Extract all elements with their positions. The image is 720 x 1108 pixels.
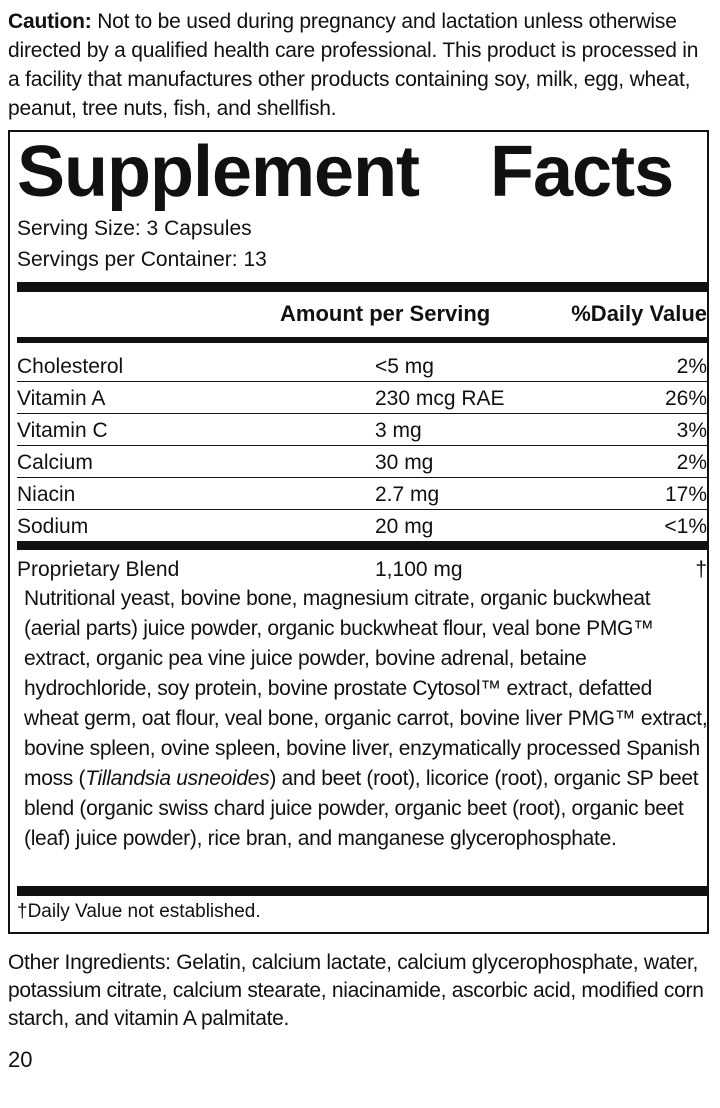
- thick-rule: [17, 541, 707, 550]
- nutrient-name: Vitamin A: [17, 387, 106, 410]
- blend-name: Proprietary Blend: [17, 558, 180, 581]
- thick-rule: [17, 886, 707, 896]
- supplement-facts-panel: [8, 130, 709, 934]
- nutrient-amount: 20 mg: [375, 515, 434, 538]
- serving-size: Serving Size: 3 Capsules: [17, 217, 252, 240]
- nutrient-daily-value: 26%: [664, 387, 707, 410]
- nutrient-daily-value: 3%: [676, 419, 707, 442]
- proprietary-blend-row: [17, 552, 707, 584]
- nutrient-amount: 2.7 mg: [375, 483, 440, 506]
- header-rule: [17, 337, 707, 343]
- daily-value-footnote: †Daily Value not established.: [17, 901, 261, 922]
- blend-daily-value: †: [695, 558, 707, 581]
- caution-text: Not to be used during pregnancy and lactation unless otherwise directed by a qualified health care professional. This product is processed in a facility that manufactures other products containing soy, milk, egg, wheat, peanut, tree nuts, fish, and shellfish.: [8, 10, 699, 120]
- nutrient-daily-value: 2%: [676, 451, 707, 474]
- panel-title: Supplement Facts: [17, 132, 674, 212]
- page-number: 20: [8, 1047, 33, 1072]
- nutrient-daily-value: 2%: [676, 355, 707, 378]
- other-ingredients: Other Ingredients: Gelatin, calcium lactate, calcium glycerophosphate, water, potassium citrate, calcium stearate, niacinamide, ascorbic acid, modified corn starch, and vitamin A palmitate.: [8, 951, 704, 1030]
- blend-ingredients: [24, 584, 709, 854]
- nutrient-amount: 30 mg: [375, 451, 434, 474]
- nutrient-row-calcium: [17, 445, 707, 477]
- nutrient-name: Niacin: [17, 483, 76, 506]
- nutrient-name: Sodium: [17, 515, 89, 538]
- blend-text-start: Nutritional yeast, bovine bone, magnesium citrate, organic buckwheat (aerial parts) juice powder, organic buckwheat flour, veal bone PMG™ extract, organic pea vine juice powder, bovine adrenal, betaine hydrochloride, soy protein, bovine prostate Cytosol™ extract, defatted wheat germ, oat flour, veal bone, organic carrot, bovine liver PMG™ extract, bovine spleen, ovine spleen, bovine liver, enzymatically processed Spanish moss (: [24, 587, 708, 790]
- nutrient-name: Cholesterol: [17, 355, 124, 378]
- blend-amount: 1,100 mg: [375, 558, 463, 581]
- servings-per-container: Servings per Container: 13: [17, 248, 267, 271]
- blend-text-italic: Tillandsia usneoides: [85, 767, 270, 790]
- caution-statement: [8, 7, 708, 123]
- caution-label: Caution:: [8, 10, 92, 33]
- daily-value-column-header: %Daily Value: [571, 301, 707, 326]
- nutrient-name: Vitamin C: [17, 419, 108, 442]
- thick-rule: [17, 282, 707, 292]
- nutrient-amount: <5 mg: [375, 355, 434, 378]
- nutrient-daily-value: 17%: [664, 483, 707, 506]
- nutrient-name: Calcium: [17, 451, 93, 474]
- nutrient-amount: 3 mg: [375, 419, 422, 442]
- nutrient-row-cholesterol: [17, 349, 707, 381]
- nutrient-row-niacin: [17, 477, 707, 509]
- nutrient-amount: 230 mcg RAE: [375, 387, 505, 410]
- nutrient-row-sodium: [17, 509, 707, 541]
- amount-column-header: Amount per Serving: [280, 301, 491, 326]
- nutrient-row-vitamin-a: [17, 381, 707, 413]
- nutrient-row-vitamin-c: [17, 413, 707, 445]
- blend-text-end: ) and beet (root), licorice (root), organic SP beet blend (organic swiss chard juice powder, organic beet (root), organic beet (leaf) juice powder), rice bran, and manganese glycerophosphate.: [24, 767, 699, 850]
- nutrient-daily-value: <1%: [664, 515, 707, 538]
